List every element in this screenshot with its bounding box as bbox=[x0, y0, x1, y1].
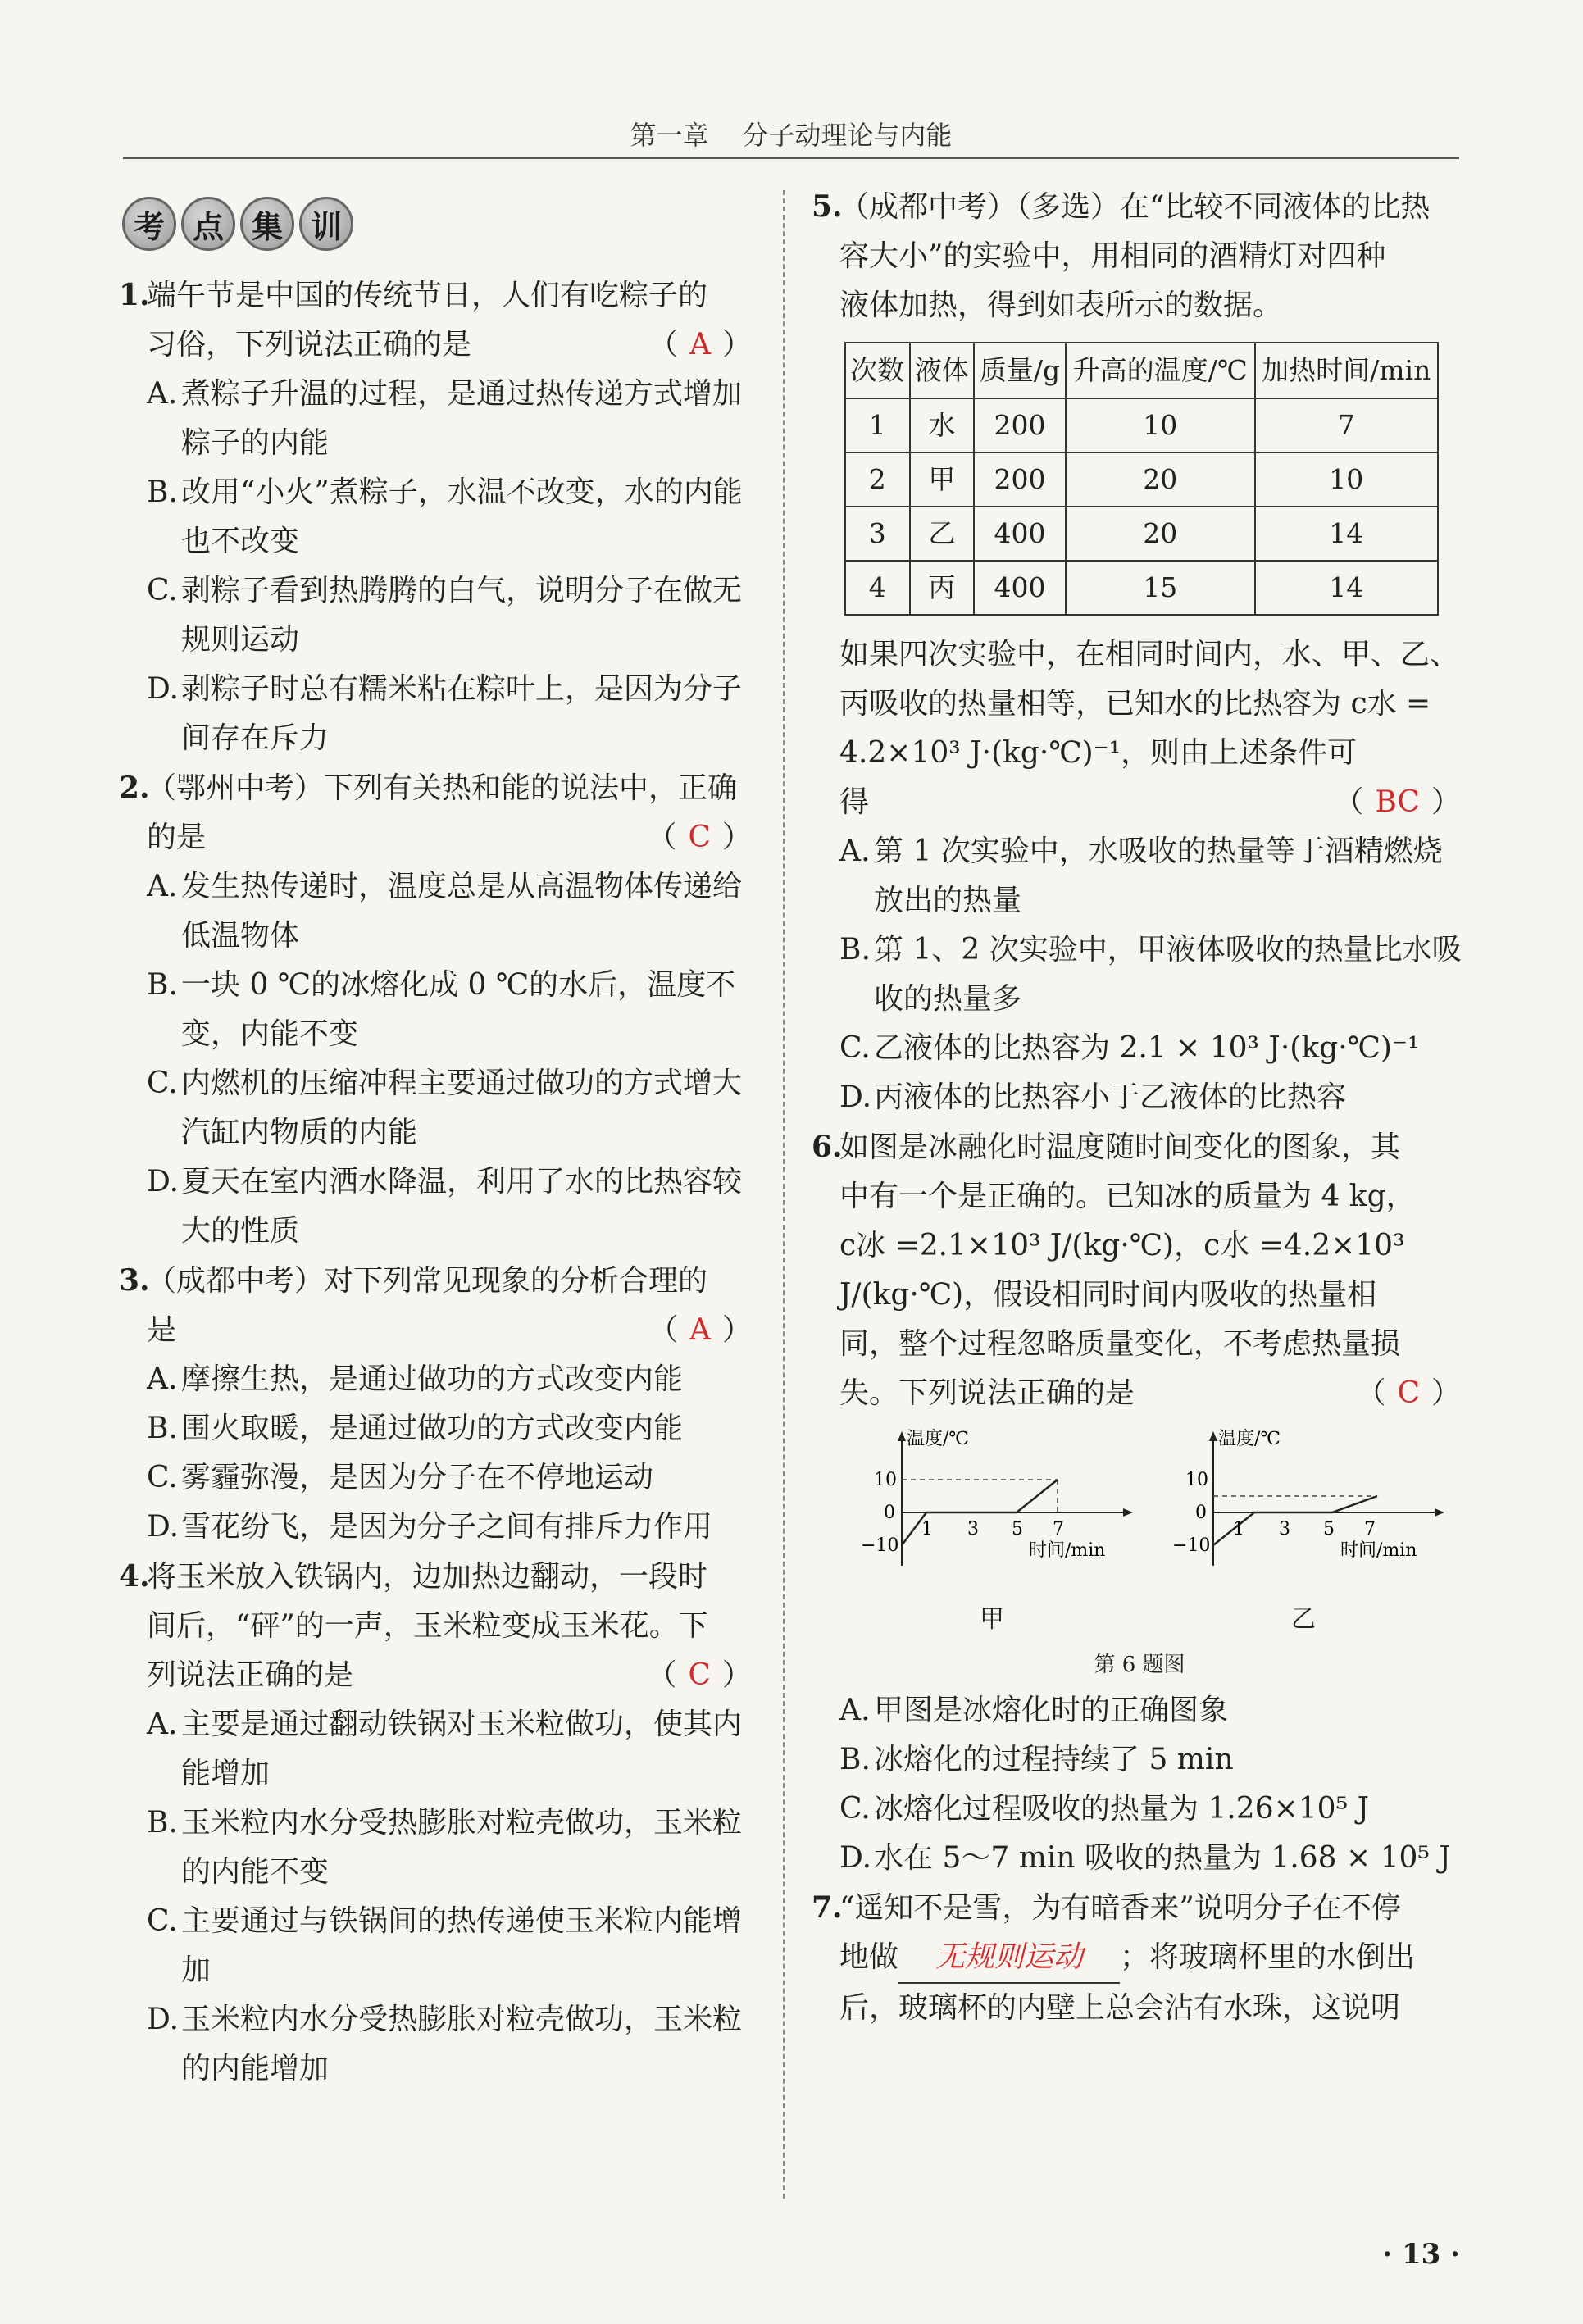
table-header-row bbox=[845, 343, 1438, 398]
svg-text:7: 7 bbox=[1053, 1519, 1064, 1539]
table-header: 次数 bbox=[845, 343, 910, 398]
option-b: B. 第 1、2 次实验中，甲液体吸收的热量比水吸收的热量多 bbox=[839, 933, 1462, 1016]
svg-text:0: 0 bbox=[1195, 1503, 1207, 1523]
option-c: C. 雾霾弥漫，是因为分子在不停地运动 bbox=[147, 1461, 654, 1494]
question-text: 失。下列说法正确的是 bbox=[839, 1376, 1135, 1410]
option-c: C. 冰熔化过程吸收的热量为 1.26×10⁵ J bbox=[839, 1792, 1369, 1826]
svg-text:3: 3 bbox=[967, 1519, 979, 1539]
question-4 bbox=[119, 1552, 758, 2094]
option-c: C. 剥粽子看到热腾腾的白气，说明分子在做无规则运动 bbox=[147, 574, 743, 657]
table-cell: 丙 bbox=[910, 561, 975, 615]
x-axis-label: 时间/min bbox=[1340, 1540, 1417, 1561]
answer-bracket: （ A ） bbox=[648, 328, 752, 362]
question-text: 将玉米放入铁锅内，边加热边翻动，一段时 bbox=[147, 1560, 708, 1594]
question-5 bbox=[812, 182, 1467, 330]
option-d: D.丙液体的比热容小于乙液体的比热容 bbox=[839, 1080, 1347, 1114]
option-a: A. 发生热传递时，温度总是从高温物体传递给低温物体 bbox=[147, 870, 743, 953]
question-7: 7.“遥知不是雪，为有暗香来”说明分子在不停 地做 无规则运动 ；将玻璃杯里的水倒出 后，玻璃杯的内壁上总会沾有水珠，这说明 bbox=[812, 1883, 1467, 2033]
svg-text:1: 1 bbox=[921, 1519, 933, 1539]
table-row bbox=[845, 453, 1438, 507]
answer-value: C bbox=[688, 821, 711, 854]
table-cell: 20 bbox=[1066, 453, 1255, 507]
filled-blank: 无规则运动 bbox=[898, 1933, 1120, 1984]
chapter-title: 分子动理论与内能 bbox=[742, 120, 953, 151]
question-text: 间后，“砰”的一声，玉米粒变成玉米花。下 bbox=[147, 1609, 708, 1643]
svg-text:−10: −10 bbox=[861, 1535, 899, 1556]
option-b: B. 冰熔化的过程持续了 5 min bbox=[839, 1743, 1234, 1776]
table-cell: 3 bbox=[845, 507, 910, 561]
table-header: 液体 bbox=[910, 343, 975, 398]
question-text: 习俗，下列说法正确的是 bbox=[147, 328, 472, 362]
table-cell: 200 bbox=[974, 398, 1066, 453]
svg-text:10: 10 bbox=[874, 1470, 897, 1490]
table-cell: 1 bbox=[845, 398, 910, 453]
question-number: 4. bbox=[119, 1559, 150, 1594]
question-number: 1. bbox=[119, 278, 150, 312]
option-d: D.水在 5～7 min 吸收的热量为 1.68 × 10⁵ J bbox=[839, 1841, 1451, 1875]
question-text: “遥知不是雪，为有暗香来”说明分子在不停 bbox=[839, 1891, 1401, 1925]
option-b: B. 改用“小火”煮粽子，水温不改变，水的内能也不改变 bbox=[147, 475, 743, 558]
table-row bbox=[845, 561, 1438, 615]
question-text: 4.2×10³ J·(kg·℃)⁻¹，则由上述条件可 bbox=[839, 736, 1358, 770]
question-text: 丙吸收的热量相等，已知水的比热容为 c水 = bbox=[839, 687, 1431, 721]
table-cell: 14 bbox=[1255, 561, 1439, 615]
option-a: A. 煮粽子升温的过程，是通过热传递方式增加粽子的内能 bbox=[147, 377, 743, 460]
table-header: 加热时间/min bbox=[1255, 343, 1439, 398]
question-text: 如图是冰融化时温度随时间变化的图象，其 bbox=[839, 1130, 1401, 1164]
table-cell: 乙 bbox=[910, 507, 975, 561]
answer-bracket: （ A ） bbox=[648, 1313, 752, 1347]
page-header bbox=[123, 115, 1459, 152]
svg-text:3: 3 bbox=[1279, 1519, 1290, 1539]
answer-value: BC bbox=[1375, 785, 1420, 819]
svg-text:5: 5 bbox=[1323, 1519, 1335, 1539]
svg-text:5: 5 bbox=[1012, 1519, 1023, 1539]
question-text: 端午节是中国的传统节日，人们有吃粽子的 bbox=[147, 279, 708, 312]
table-header: 质量/g bbox=[974, 343, 1066, 398]
graph-label: 甲 bbox=[980, 1605, 1004, 1634]
y-axis-label: 温度/℃ bbox=[907, 1429, 970, 1449]
question-text: 得 bbox=[839, 785, 870, 819]
table-cell: 甲 bbox=[910, 453, 975, 507]
option-d: D.玉米粒内水分受热膨胀对粒壳做功，玉米粒的内能增加 bbox=[147, 2003, 743, 2085]
temperature-graph-yi bbox=[1156, 1426, 1451, 1590]
y-axis-label: 温度/℃ bbox=[1218, 1429, 1281, 1449]
svg-text:1: 1 bbox=[1233, 1519, 1244, 1539]
option-a: A. 第 1 次实验中，水吸收的热量等于酒精燃烧放出的热量 bbox=[839, 835, 1443, 917]
question-text: 列说法正确的是 bbox=[147, 1658, 354, 1692]
table-cell: 4 bbox=[845, 561, 910, 615]
graph-yi bbox=[1156, 1426, 1451, 1635]
section-banner bbox=[122, 197, 758, 251]
banner-char: 考 bbox=[122, 197, 176, 251]
question-text: J/(kg·℃)，假设相同时间内吸收的热量相 bbox=[839, 1278, 1377, 1312]
question-text: 后，玻璃杯的内壁上总会沾有水珠，这说明 bbox=[839, 1991, 1401, 2025]
table-cell: 10 bbox=[1255, 453, 1439, 507]
table-cell: 400 bbox=[974, 561, 1066, 615]
question-6 bbox=[812, 1122, 1467, 1418]
table-row bbox=[845, 398, 1438, 453]
question-text: （成都中考）对下列常见现象的分析合理的 bbox=[147, 1264, 708, 1298]
question-number: 3. bbox=[119, 1263, 150, 1298]
question-text: 同，整个过程忽略质量变化，不考虑热量损 bbox=[839, 1327, 1401, 1361]
table-cell: 20 bbox=[1066, 507, 1255, 561]
left-column bbox=[119, 197, 758, 2094]
option-c: C. 内燃机的压缩冲程主要通过做功的方式增大汽缸内物质的内能 bbox=[147, 1066, 743, 1149]
question-1 bbox=[119, 271, 758, 763]
figure-graphs bbox=[844, 1426, 1451, 1635]
question-text: 如果四次实验中，在相同时间内，水、甲、乙、 bbox=[839, 638, 1460, 671]
option-a: A. 主要是通过翻动铁锅对玉米粒做功，使其内能增加 bbox=[147, 1708, 743, 1790]
banner-char: 点 bbox=[181, 197, 235, 251]
answer-bracket: （ C ） bbox=[647, 821, 752, 854]
answer-bracket: （ BC ） bbox=[1334, 785, 1461, 819]
option-b: B. 围火取暖，是通过做功的方式改变内能 bbox=[147, 1412, 684, 1445]
page-number: · 13 · bbox=[1382, 2238, 1460, 2271]
option-d: D.雪花纷飞，是因为分子之间有排斥力作用 bbox=[147, 1510, 713, 1544]
column-divider bbox=[783, 190, 785, 2199]
question-text: （鄂州中考）下列有关热和能的说法中，正确 bbox=[147, 771, 738, 805]
table-cell: 10 bbox=[1066, 398, 1255, 453]
figure-caption: 第 6 题图 bbox=[1094, 1653, 1185, 1677]
option-c: C. 乙液体的比热容为 2.1 × 10³ J·(kg·℃)⁻¹ bbox=[839, 1031, 1420, 1065]
table-cell: 水 bbox=[910, 398, 975, 453]
question-text: （成都中考）（多选）在“比较不同液体的比热 bbox=[839, 190, 1431, 224]
answer-value: C bbox=[688, 1658, 711, 1692]
table-cell: 7 bbox=[1255, 398, 1439, 453]
question-text: 的是 bbox=[147, 821, 207, 854]
chapter-label: 第一章 bbox=[630, 120, 709, 151]
svg-text:−10: −10 bbox=[1172, 1535, 1211, 1556]
answer-value: C bbox=[1397, 1376, 1420, 1410]
question-6-options bbox=[812, 1686, 1467, 1883]
question-text: 液体加热，得到如表所示的数据。 bbox=[839, 289, 1283, 322]
x-axis-label: 时间/min bbox=[1029, 1540, 1106, 1561]
table-cell: 15 bbox=[1066, 561, 1255, 615]
question-5-continued bbox=[812, 630, 1467, 1122]
table-header: 升高的温度/℃ bbox=[1066, 343, 1255, 398]
question-number: 5. bbox=[812, 189, 843, 224]
question-number: 2. bbox=[119, 771, 150, 805]
question-number: 6. bbox=[812, 1130, 843, 1164]
question-text: c冰 =2.1×10³ J/(kg·℃)，c水 =4.2×10³ bbox=[839, 1229, 1405, 1262]
data-table bbox=[844, 342, 1439, 616]
question-text: 容大小”的实验中，用相同的酒精灯对四种 bbox=[839, 239, 1386, 273]
question-text: 是 bbox=[147, 1313, 177, 1347]
question-3 bbox=[119, 1256, 758, 1552]
table-cell: 200 bbox=[974, 453, 1066, 507]
svg-text:10: 10 bbox=[1185, 1470, 1208, 1490]
question-number: 7. bbox=[812, 1890, 843, 1925]
answer-bracket: （ C ） bbox=[1356, 1376, 1461, 1410]
banner-char: 训 bbox=[299, 197, 353, 251]
option-a: A. 摩擦生热，是通过做功的方式改变内能 bbox=[147, 1362, 684, 1396]
question-2 bbox=[119, 763, 758, 1256]
answer-bracket: （ C ） bbox=[647, 1658, 752, 1692]
graph-label: 乙 bbox=[1291, 1605, 1316, 1634]
option-d: D.夏天在室内洒水降温，利用了水的比热容较大的性质 bbox=[147, 1165, 743, 1248]
option-b: B. 玉米粒内水分受热膨胀对粒壳做功，玉米粒的内能不变 bbox=[147, 1806, 743, 1889]
question-text: 中有一个是正确的。已知冰的质量为 4 kg， bbox=[839, 1180, 1416, 1213]
option-c: C. 主要通过与铁锅间的热传递使玉米粒内能增加 bbox=[147, 1904, 743, 1987]
table-row bbox=[845, 507, 1438, 561]
header-divider bbox=[123, 157, 1459, 159]
option-a: A. 甲图是冰熔化时的正确图象 bbox=[839, 1694, 1229, 1727]
answer-value: A bbox=[689, 1313, 711, 1347]
svg-text:7: 7 bbox=[1364, 1519, 1376, 1539]
table-cell: 2 bbox=[845, 453, 910, 507]
banner-char: 集 bbox=[240, 197, 294, 251]
answer-value: A bbox=[689, 328, 711, 362]
table-cell: 14 bbox=[1255, 507, 1439, 561]
table-cell: 400 bbox=[974, 507, 1066, 561]
graph-jia bbox=[844, 1426, 1139, 1635]
svg-text:0: 0 bbox=[884, 1503, 895, 1523]
right-column bbox=[812, 182, 1467, 2033]
temperature-graph-jia bbox=[844, 1426, 1139, 1590]
option-b: B. 一块 0 ℃的冰熔化成 0 ℃的水后，温度不变，内能不变 bbox=[147, 968, 736, 1051]
option-d: D.剥粽子时总有糯米粘在粽叶上，是因为分子间存在斥力 bbox=[147, 672, 743, 755]
